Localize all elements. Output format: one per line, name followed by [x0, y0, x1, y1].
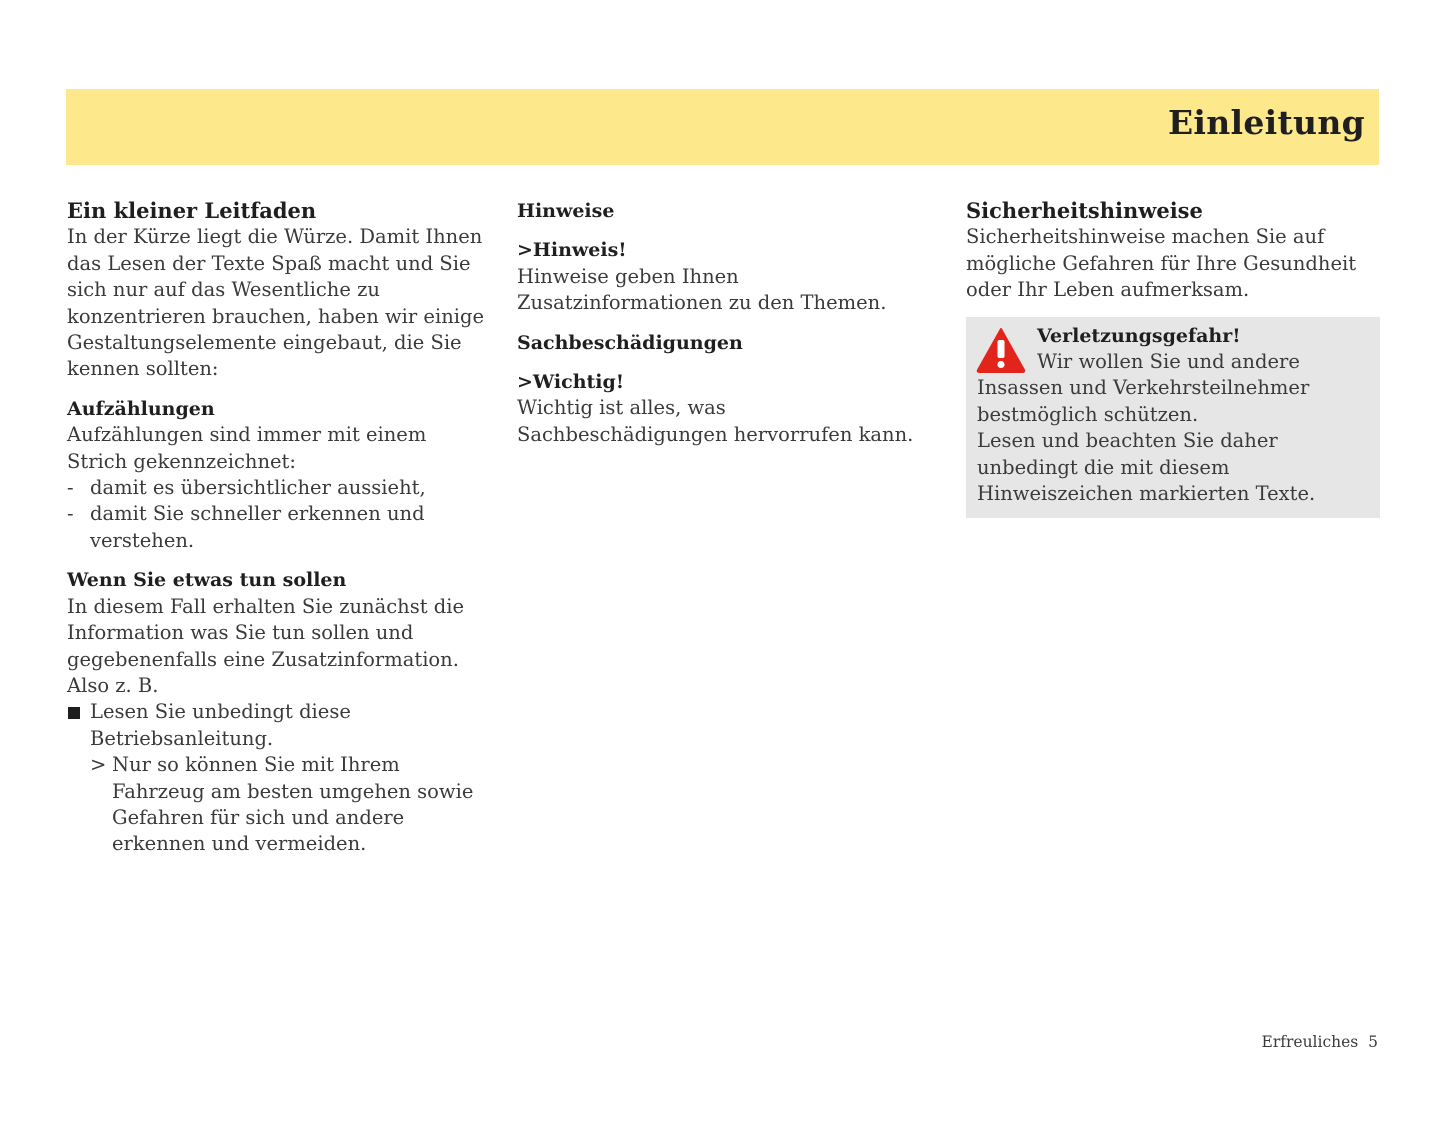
column-notes — [517, 198, 937, 448]
action-step: Lesen Sie unbedingt diese Betriebsanleitung. — [67, 699, 487, 752]
important-text: Wichtig ist alles, was Sachbeschädigungen hervorrufen kann. — [517, 396, 914, 446]
page-footer — [1262, 1033, 1378, 1051]
guide-heading: Ein kleiner Leitfaden — [67, 198, 317, 223]
safety-heading: Sicherheitshinweise — [966, 198, 1203, 223]
warning-title-line — [977, 323, 1358, 349]
warning-triangle-icon — [976, 327, 1026, 373]
column-safety — [966, 198, 1380, 518]
action-heading: Wenn Sie etwas tun sollen — [67, 569, 347, 592]
warning-text-2: Lesen und beachten Sie daher unbedingt die mit diesem Hinweiszeichen markierten Texte. — [977, 429, 1316, 506]
page-title: Einleitung — [1167, 103, 1365, 142]
footer-section: Erfreuliches — [1261, 1033, 1359, 1051]
damage-heading: Sachbeschädigungen — [517, 331, 743, 354]
dash-marker: - — [67, 476, 74, 500]
footer-page-number: 5 — [1368, 1033, 1378, 1051]
action-text: In diesem Fall erhalten Sie zunächst die Information was Sie tun sollen und gegebenenfalls eine Zusatzinformation. — [67, 594, 465, 671]
warning-box — [966, 317, 1380, 519]
list-item: - damit Sie schneller erkennen und verstehen. — [67, 502, 425, 552]
square-bullet-icon — [68, 707, 80, 719]
note-label: >Hinweis! — [517, 239, 627, 262]
action-result: > Nur so können Sie mit Ihrem Fahrzeug am besten umgehen sowie Gefahren für sich und andere erkennen und vermeiden. — [90, 753, 474, 856]
lists-text: Aufzählungen sind immer mit einem Strich gekennzeichnet: — [67, 423, 427, 473]
safety-text: Sicherheitshinweise machen Sie auf mögliche Gefahren für Ihre Gesundheit oder Ihr Leben aufmerksam. — [966, 225, 1357, 302]
dash-marker: - — [67, 502, 74, 526]
warning-title: Verletzungsgefahr! — [1037, 324, 1241, 347]
lists-heading: Aufzählungen — [67, 397, 215, 420]
guide-intro: In der Kürze liegt die Würze. Damit Ihnen das Lesen der Texte Spaß macht und Sie sich nur auf das Wesentliche zu konzentrieren brauchen, haben wir einige Gestaltungselemente eingebaut, die Sie kennen sollten: — [67, 225, 485, 381]
column-guide — [67, 198, 487, 858]
example-label: Also z. B. — [67, 673, 159, 697]
warning-text: Wir wollen Sie und andere Insassen und Verkehrsteilnehmer bestmöglich schützen. — [977, 350, 1310, 426]
result-arrow: > — [90, 753, 107, 777]
important-label: >Wichtig! — [517, 371, 625, 394]
note-text: Hinweise geben Ihnen Zusatzinformationen zu den Themen. — [517, 264, 887, 315]
list-item: - damit es übersichtlicher aussieht, — [67, 475, 487, 501]
notes-heading: Hinweise — [517, 200, 615, 222]
header-band — [66, 89, 1379, 165]
dash-list — [67, 475, 487, 554]
